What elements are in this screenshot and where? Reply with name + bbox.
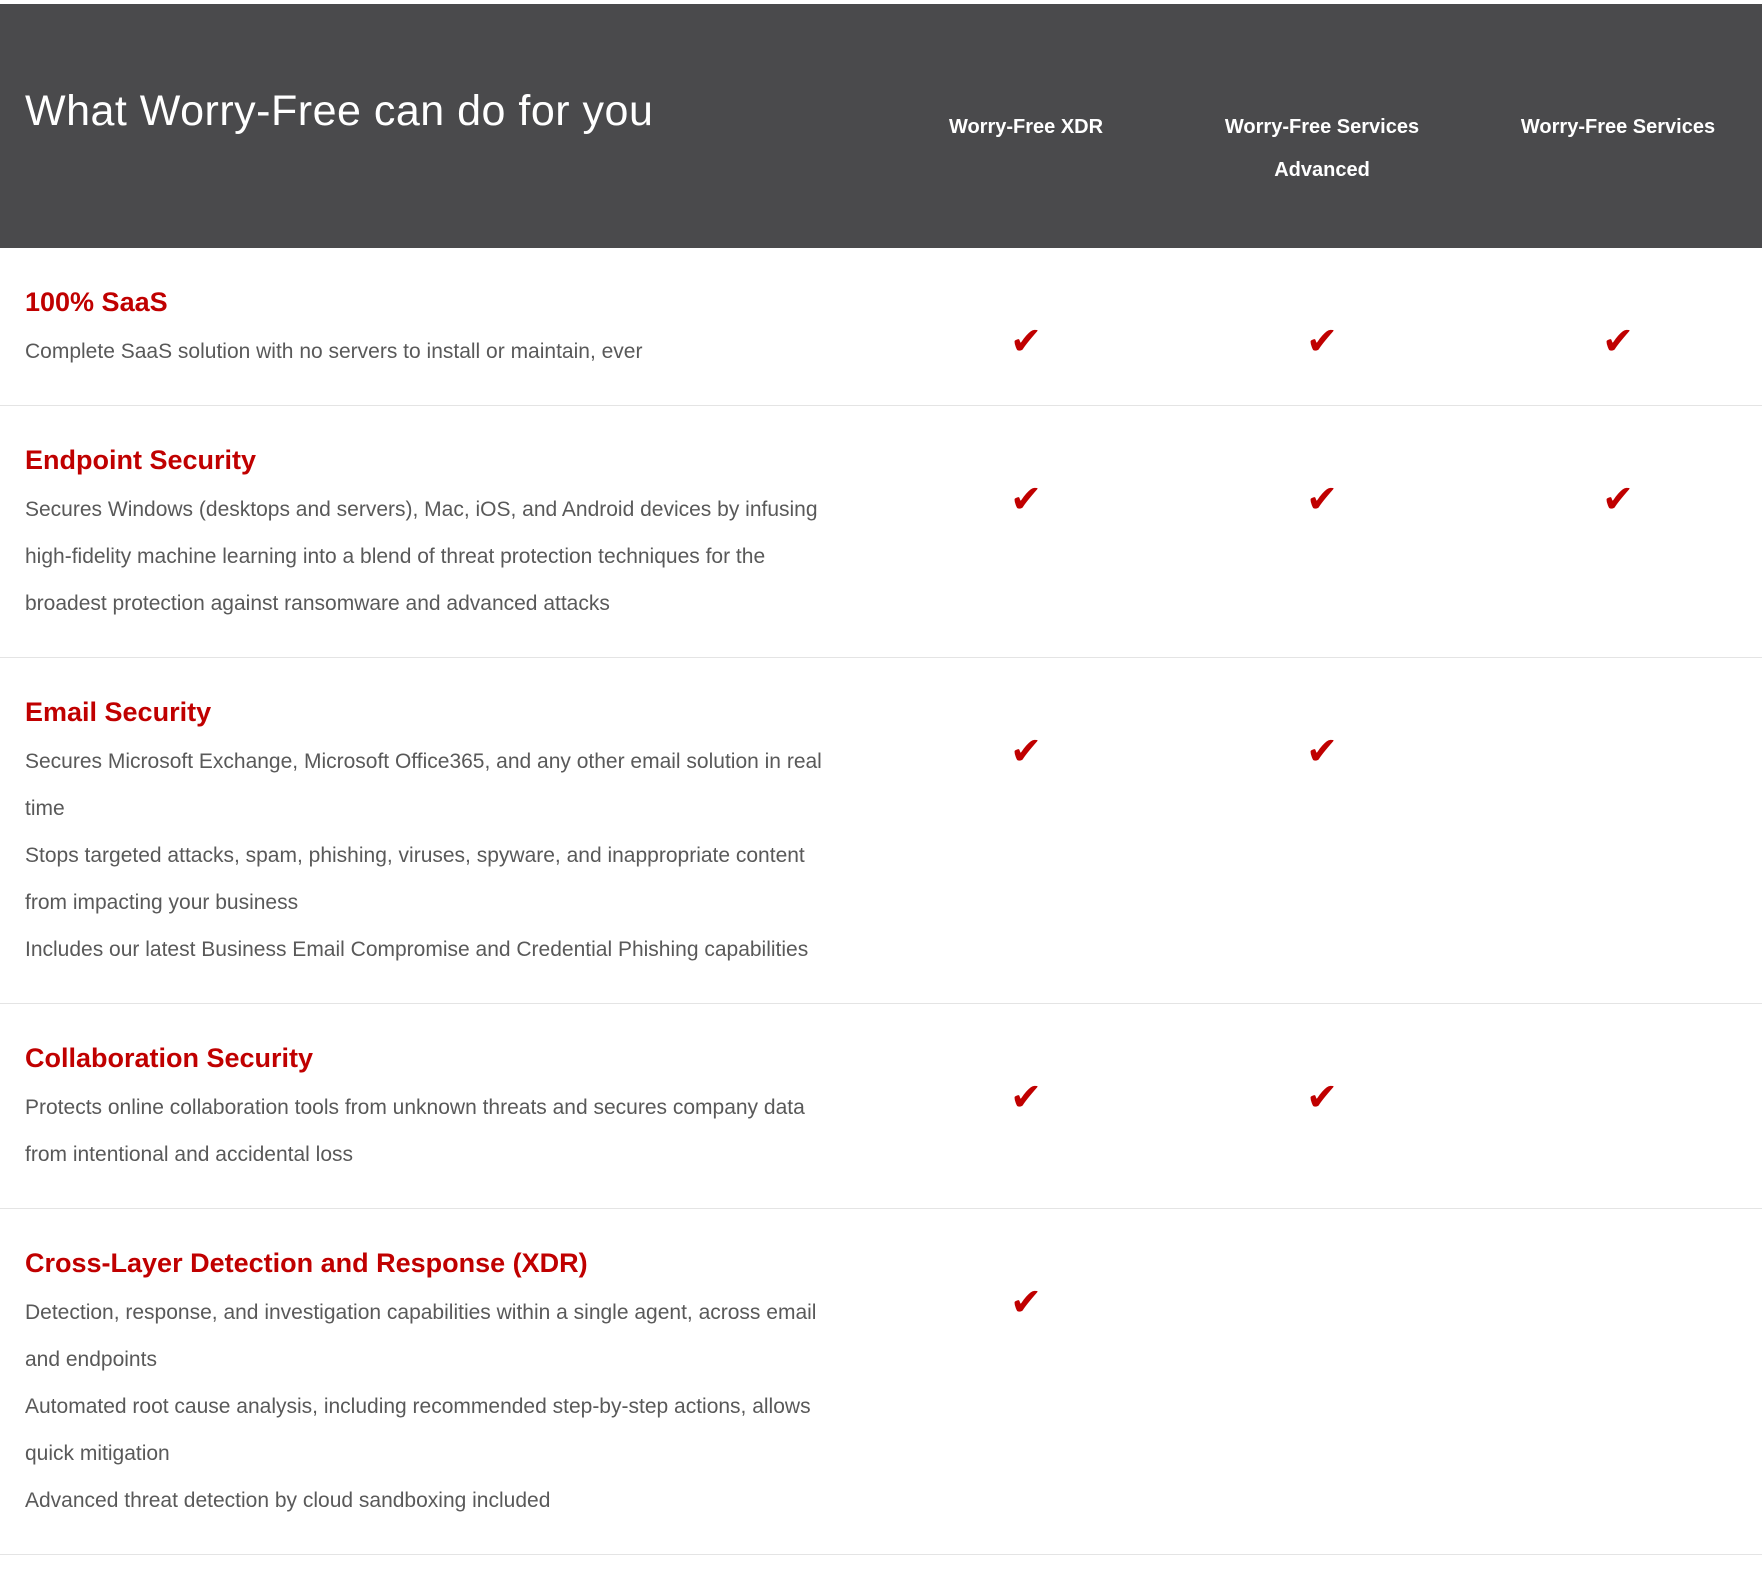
check-cell [1470, 1004, 1762, 1208]
check-cell [1470, 248, 1762, 405]
description-line: Detection, response, and investigation capabilities within a single agent, across email [25, 1301, 817, 1324]
col-header-line: Advanced [1274, 159, 1370, 181]
description-line: Secures Microsoft Exchange, Microsoft Office365, and any other email solution in real [25, 750, 822, 773]
feature-description [25, 486, 878, 627]
description-line: Automated root cause analysis, including recommended step-by-step actions, allows [25, 1395, 811, 1418]
check-icon: ✔ [1010, 477, 1042, 521]
check-cell [1470, 658, 1762, 1003]
description-line: Includes our latest Business Email Compromise and Credential Phishing capabilities [25, 938, 809, 961]
feature-description [25, 1084, 878, 1178]
feature-title: Cross-Layer Detection and Response (XDR) [25, 1248, 588, 1278]
feature-text [0, 658, 878, 1003]
check-cell [1470, 1209, 1762, 1554]
check-cell [878, 406, 1174, 657]
page-title: What Worry-Free can do for you [25, 87, 654, 135]
col-header-line: Worry-Free Services [1224, 116, 1420, 138]
feature-text [0, 1004, 878, 1208]
feature-text [0, 406, 878, 657]
check-cell [878, 1004, 1174, 1208]
feature-title: 100% SaaS [25, 287, 168, 317]
description-line: and endpoints [25, 1348, 157, 1371]
check-cell [1174, 1004, 1470, 1208]
check-icon: ✔ [1306, 319, 1338, 363]
feature-availability [878, 248, 1762, 405]
table-header [0, 4, 1762, 248]
check-icon: ✔ [1306, 477, 1338, 521]
description-line: from impacting your business [25, 891, 299, 914]
description-line: broadest protection against ransomware and advanced attacks [25, 592, 610, 615]
feature-availability [878, 658, 1762, 1003]
check-cell [878, 1209, 1174, 1554]
check-cell [878, 658, 1174, 1003]
col-header-services-advanced [1174, 106, 1470, 192]
column-headers [878, 4, 1762, 192]
description-line: Secures Windows (desktops and servers), Mac, iOS, and Android devices by infusing [25, 498, 818, 521]
feature-row [0, 1004, 1762, 1209]
feature-title: Collaboration Security [25, 1043, 314, 1073]
col-header-line: Worry-Free XDR [948, 116, 1104, 138]
feature-title: Endpoint Security [25, 445, 257, 475]
description-line: Protects online collaboration tools from unknown threats and secures company data [25, 1096, 805, 1119]
check-icon: ✔ [1602, 319, 1634, 363]
check-cell [1174, 248, 1470, 405]
feature-availability [878, 1004, 1762, 1208]
feature-availability [878, 406, 1762, 657]
col-header-services [1470, 106, 1762, 192]
check-icon: ✔ [1010, 1075, 1042, 1119]
check-cell [1174, 406, 1470, 657]
col-header-line: Worry-Free Services [1520, 116, 1716, 138]
check-icon: ✔ [1306, 1075, 1338, 1119]
feature-description [25, 328, 878, 375]
description-line: Advanced threat detection by cloud sandboxing included [25, 1489, 551, 1512]
feature-title: Email Security [25, 697, 212, 727]
description-line: quick mitigation [25, 1442, 170, 1465]
check-cell [1174, 658, 1470, 1003]
description-line: time [25, 797, 65, 820]
feature-row [0, 1209, 1762, 1555]
check-cell [1174, 1209, 1470, 1554]
check-icon: ✔ [1602, 477, 1634, 521]
description-line: high-fidelity machine learning into a blend of threat protection techniques for the [25, 545, 766, 568]
check-icon: ✔ [1010, 729, 1042, 773]
feature-rows [0, 248, 1762, 1555]
check-cell [878, 248, 1174, 405]
check-icon: ✔ [1010, 1280, 1042, 1324]
feature-description [25, 1289, 878, 1524]
feature-text [0, 1209, 878, 1554]
col-header-xdr [878, 106, 1174, 192]
feature-row [0, 658, 1762, 1004]
feature-row [0, 248, 1762, 406]
feature-description [25, 738, 878, 973]
check-icon: ✔ [1306, 729, 1338, 773]
feature-availability [878, 1209, 1762, 1554]
feature-row [0, 406, 1762, 658]
check-cell [1470, 406, 1762, 657]
worry-free-comparison-table [0, 4, 1762, 1555]
check-icon: ✔ [1010, 319, 1042, 363]
description-line: from intentional and accidental loss [25, 1143, 354, 1166]
feature-text [0, 248, 878, 405]
description-line: Complete SaaS solution with no servers to install or maintain, ever [25, 340, 643, 363]
description-line: Stops targeted attacks, spam, phishing, viruses, spyware, and inappropriate content [25, 844, 805, 867]
